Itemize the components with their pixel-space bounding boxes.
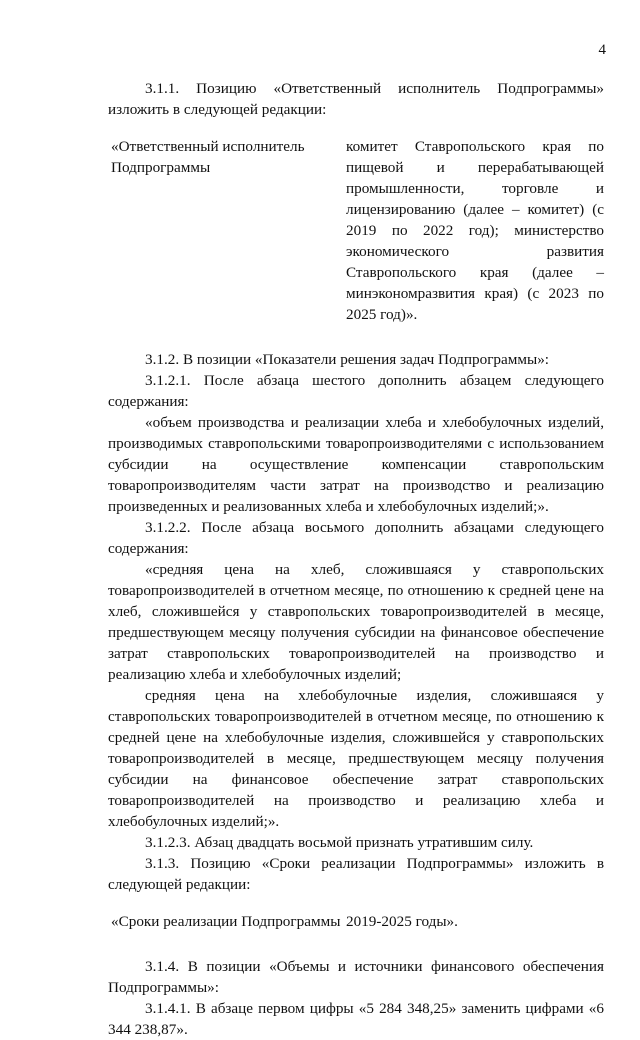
document-body (108, 78, 604, 1040)
paragraph-3-1-2-2: 3.1.2.2. После абзаца восьмого дополнить абзацами следующего содержания: (108, 519, 604, 557)
responsible-executor-table (108, 136, 604, 325)
table-left-cell: «Ответственный исполнитель Подпрограммы (111, 138, 305, 176)
paragraph-3-1-2-3: 3.1.2.3. Абзац двадцать восьмой признать утратившим силу. (145, 834, 534, 851)
page-number: 4 (598, 42, 606, 58)
paragraph-3-1-4: 3.1.4. В позиции «Объемы и источники финансового обеспечения Подпрограммы»: (108, 958, 604, 996)
paragraph-3-1-1: 3.1.1. Позицию «Ответственный исполнитель Подпрограммы» изложить в следующей редакции: (108, 80, 604, 118)
quote-paragraph-bakery-price: средняя цена на хлебобулочные изделия, сложившаяся у ставропольских товаропроизводителей в отчетном месяце, по отношению к средней цене на хлебобулочные изделия, сложившейся у ставропольских товаропроизводителей в месяце, предшествующем месяцу получения субсидии на финансовое обеспечение затрат ставропольских товаропроизводителей на производство и реализацию хлеба и хлебобулочных изделий;». (108, 687, 604, 830)
paragraph-3-1-2: 3.1.2. В позиции «Показатели решения задач Подпрограммы»: (145, 351, 550, 368)
quote-paragraph-bread-volume: «объем производства и реализации хлеба и хлебобулочных изделий, производимых ставропольскими товаропроизводителями с использованием субсидии на осуществление компенсации ставропольским товаропроизводителям части затрат на производство и реализацию произведенных и реализованных хлеба и хлебобулочных изделий;». (108, 414, 604, 515)
implementation-period-table (108, 911, 604, 932)
table-left-cell: «Сроки реализации Подпрограммы (111, 913, 341, 930)
table-right-cell: 2019-2025 годы». (346, 913, 458, 930)
paragraph-3-1-2-1: 3.1.2.1. После абзаца шестого дополнить абзацем следующего содержания: (108, 372, 604, 410)
paragraph-3-1-3: 3.1.3. Позицию «Сроки реализации Подпрограммы» изложить в следующей редакции: (108, 855, 604, 893)
table-right-cell: комитет Ставропольского края по пищевой и перерабатывающей промышленности, торговле и лицензированию (далее – комитет) (с 2019 по 2022 год); министерство экономического развития Ставропольского края (далее – минэкономразвития края) (с 2023 по 2025 год)». (346, 138, 604, 323)
quote-paragraph-bread-price: «средняя цена на хлеб, сложившаяся у ставропольских товаропроизводителей в отчетном месяце, по отношению к средней цене на хлеб, сложившейся у ставропольских товаропроизводителей в месяце, предшествующем месяцу получения субсидии на финансовое обеспечение затрат ставропольских товаропроизводителей на производство и реализацию хлеба и хлебобулочных изделий; (108, 561, 604, 683)
paragraph-3-1-4-1: 3.1.4.1. В абзаце первом цифры «5 284 348,25» заменить цифрами «6 344 238,87». (108, 1000, 604, 1038)
